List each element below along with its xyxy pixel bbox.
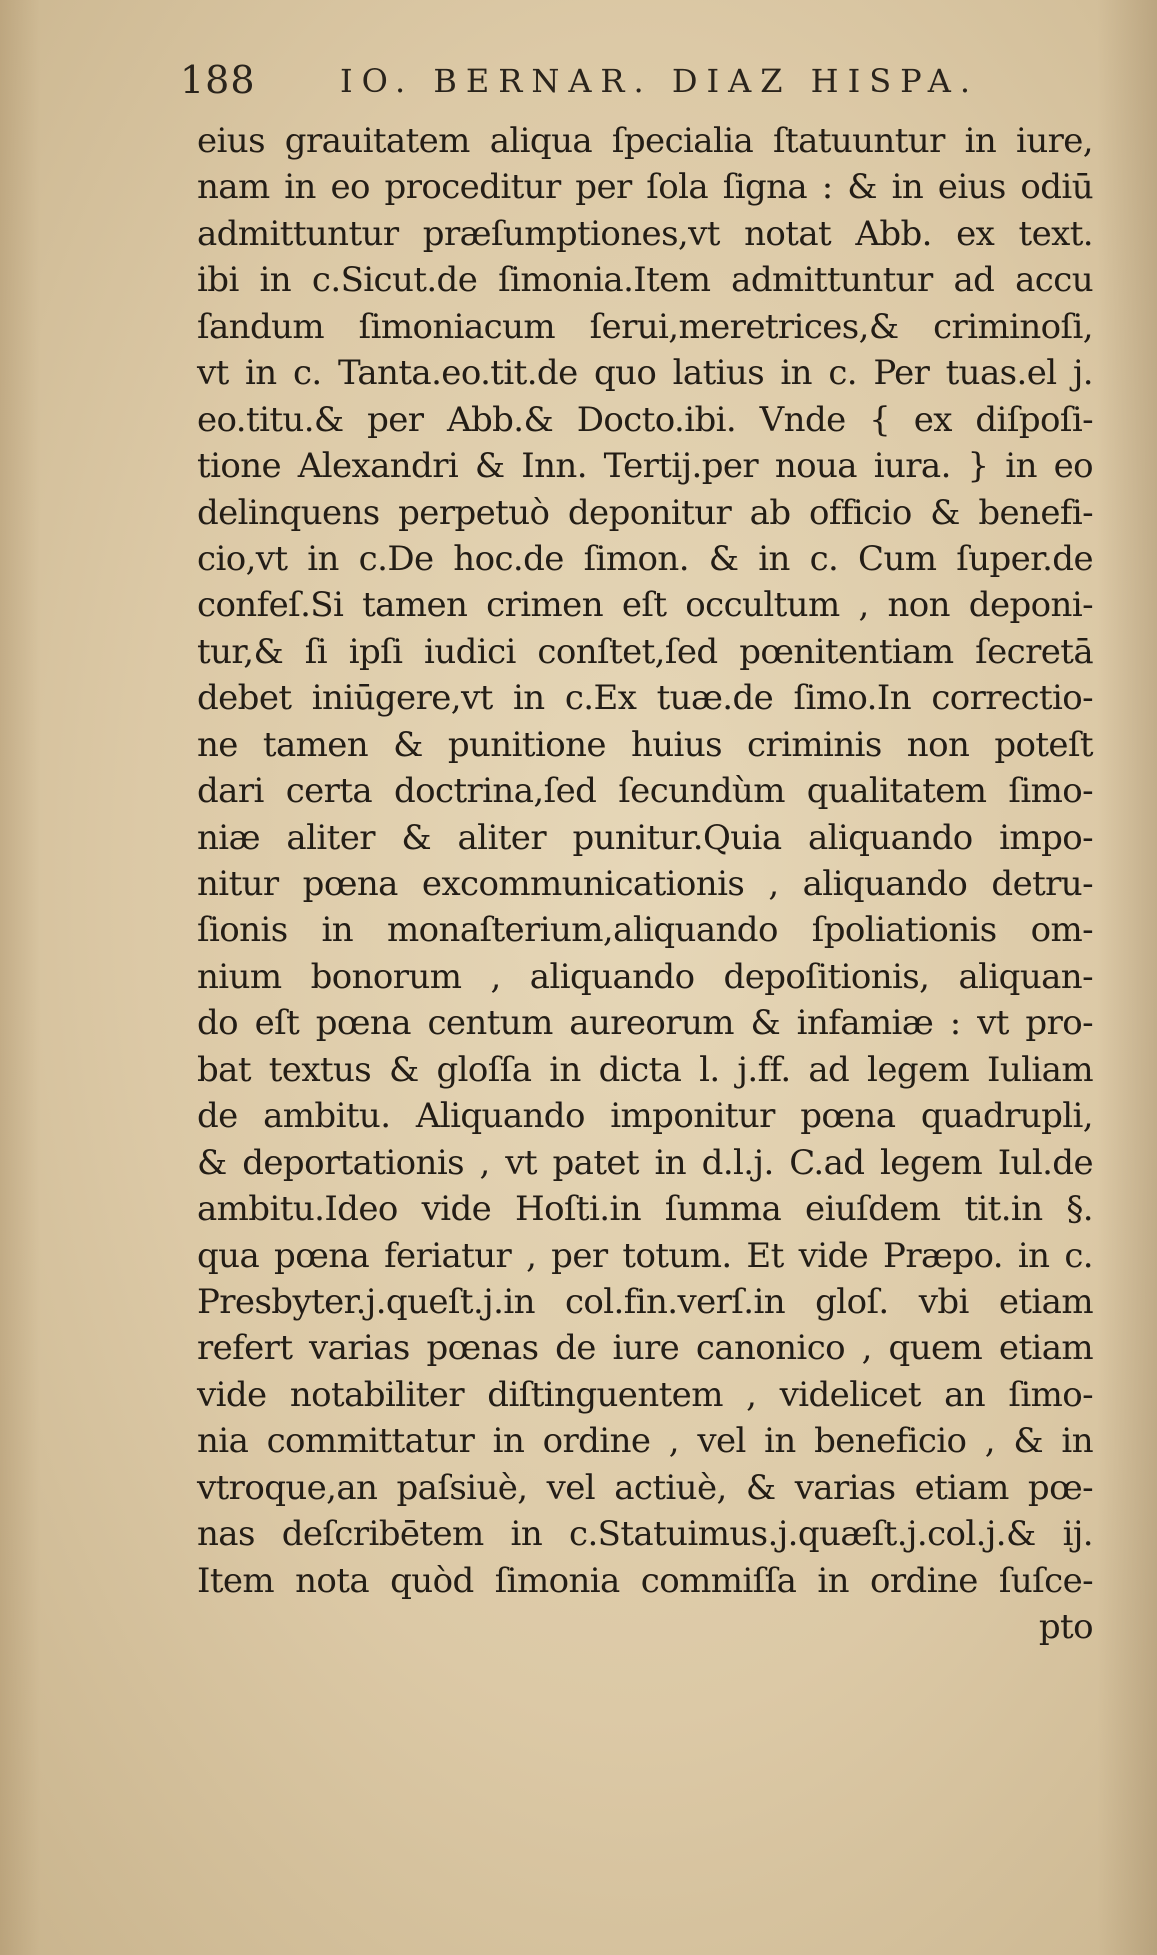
running-head — [180, 58, 980, 108]
page-edge-shading — [0, 0, 40, 1955]
text-line: tur,& ſi ipſi iudici conſtet,ſed pœnitentiam ſecretā — [197, 631, 1093, 672]
text-line: admittuntur præſumptiones,vt notat Abb. ex text. — [197, 213, 1093, 254]
text-line: refert varias pœnas de iure canonico , quem etiam — [197, 1328, 1093, 1369]
text-line: vt in c. Tanta.eo.tit.de quo latius in c. Per tuas.el j. — [197, 353, 1093, 394]
text-line: ſandum ſimoniacum ſerui,meretrices,& criminoſi, — [197, 306, 1093, 347]
text-line: de ambitu. Aliquando imponitur pœna quadrupli, — [197, 1096, 1093, 1137]
text-line: tione Alexandri & Inn. Tertij.per noua iura. } in eo — [197, 446, 1093, 487]
text-line: ne tamen & punitione huius criminis non poteſt — [197, 724, 1093, 765]
text-line: debet iniūgere,vt in c.Ex tuæ.de ſimo.In correctio- — [197, 678, 1093, 719]
text-line: confeſ.Si tamen crimen eſt occultum , non deponi- — [197, 585, 1093, 626]
text-line: eo.titu.& per Abb.& Docto.ibi. Vnde { ex diſpoſi- — [197, 399, 1093, 440]
spine-shadow — [1097, 0, 1157, 1955]
text-line: dari certa doctrina,ſed ſecundùm qualitatem ſimo- — [197, 771, 1093, 812]
catchword: pto — [1038, 1607, 1093, 1647]
text-line: cio,vt in c.De hoc.de ſimon. & in c. Cum ſuper.de — [197, 538, 1093, 579]
text-line: qua pœna feriatur , per totum. Et vide Præpo. in c. — [197, 1235, 1093, 1276]
text-line: nam in eo proceditur per ſola ſigna : & in eius odiū — [197, 167, 1093, 208]
text-line: ambitu.Ideo vide Hoſti.in ſumma eiuſdem tit.in §. — [197, 1189, 1093, 1230]
text-line: vtroque,an paſsiuè, vel actiuè, & varias etiam pœ- — [197, 1467, 1093, 1508]
text-line: nas deſcribētem in c.Statuimus.j.quæſt.j.col.j.& ij. — [197, 1514, 1093, 1555]
text-line: ibi in c.Sicut.de ſimonia.Item admittuntur ad accu — [197, 260, 1093, 301]
text-line: delinquens perpetuò deponitur ab officio & benefi- — [197, 492, 1093, 533]
text-line: Presbyter.j.queſt.j.in col.fin.verſ.in gloſ. vbi etiam — [197, 1281, 1093, 1322]
running-title: IO. BERNAR. DIAZ HISPA. — [340, 62, 980, 100]
text-line: nia committatur in ordine , vel in beneficio , & in — [197, 1421, 1093, 1462]
text-line: niæ aliter & aliter punitur.Quia aliquando impo- — [197, 817, 1093, 858]
body-text — [197, 118, 1097, 1650]
text-line: ſionis in monaſterium,aliquando ſpoliationis om- — [197, 910, 1093, 951]
text-line: nitur pœna excommunicationis , aliquando detru- — [197, 864, 1093, 904]
text-line: & deportationis , vt patet in d.l.j. C.ad legem Iul.de — [197, 1142, 1093, 1183]
text-line: vide notabiliter diſtinguentem , videlicet an ſimo- — [197, 1374, 1093, 1415]
text-line: bat textus & gloſſa in dicta l. j.ff. ad legem Iuliam — [197, 1049, 1093, 1090]
text-line: eius grauitatem aliqua ſpecialia ſtatuuntur in iure, — [197, 121, 1093, 161]
text-line: Item nota quòd ſimonia commiſſa in ordine ſuſce- — [197, 1560, 1093, 1601]
page-number: 188 — [180, 58, 256, 102]
text-line: do eſt pœna centum aureorum & infamiæ : vt pro- — [197, 1003, 1093, 1044]
text-line: nium bonorum , aliquando depoſitionis, aliquan- — [197, 956, 1093, 997]
